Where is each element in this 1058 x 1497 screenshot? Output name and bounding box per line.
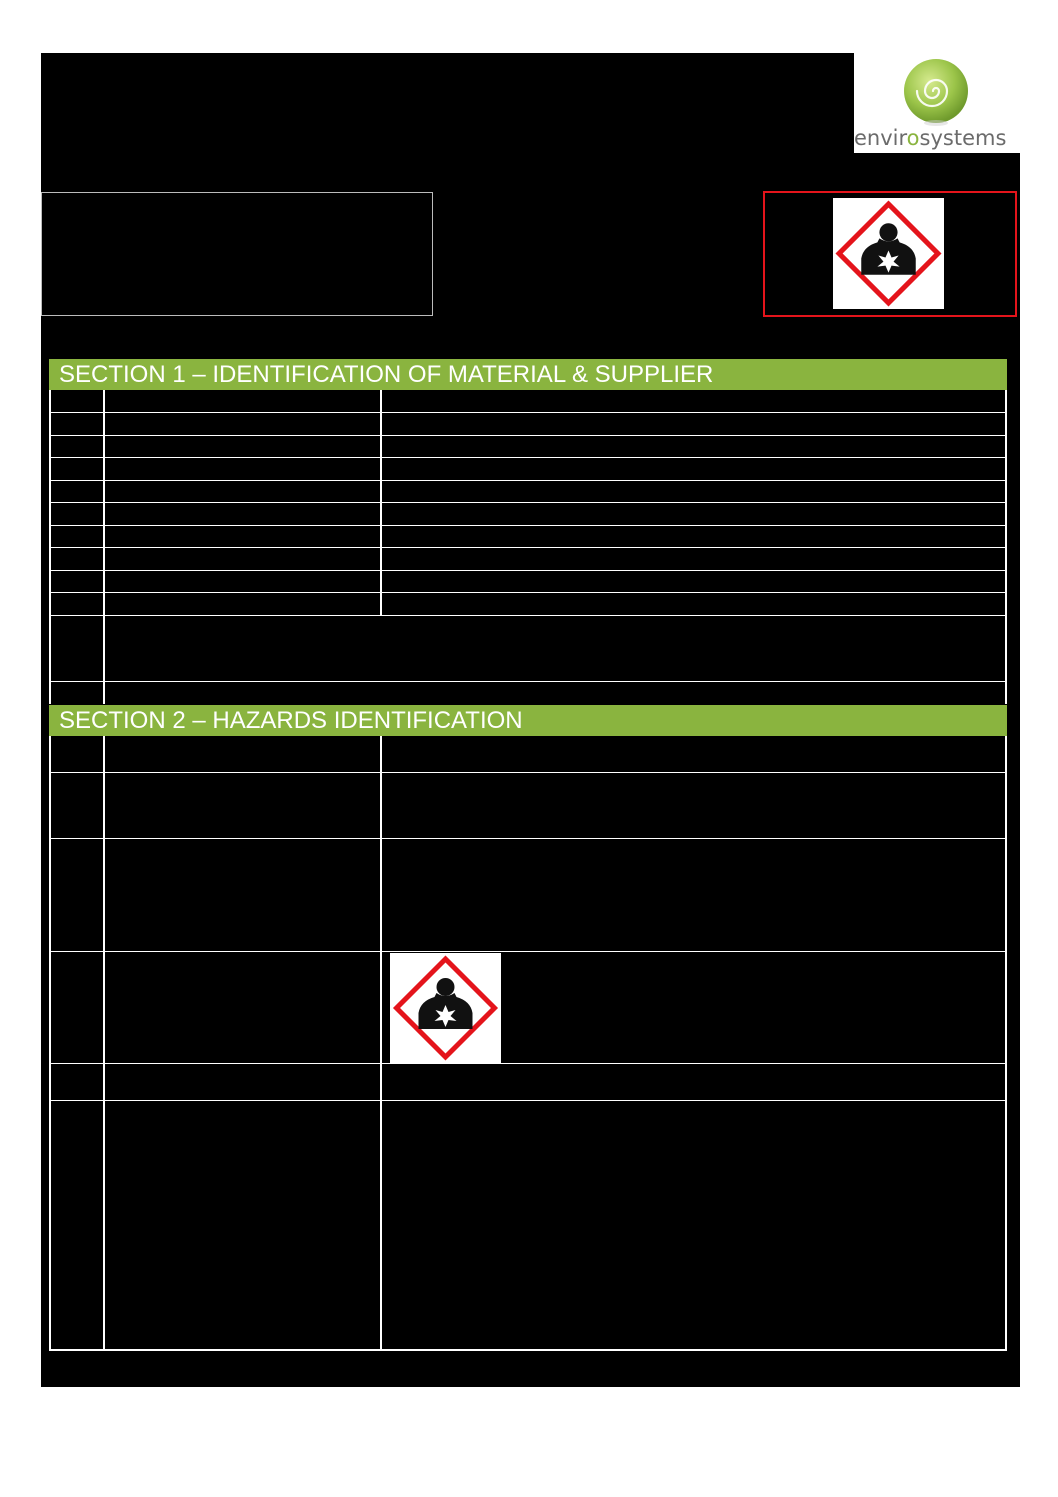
product-info-box bbox=[41, 192, 433, 316]
brand-name: envirosystems bbox=[854, 126, 1007, 150]
health-hazard-pictogram-icon bbox=[390, 953, 501, 1063]
brand-accent: o bbox=[906, 126, 920, 150]
logo bbox=[854, 53, 1020, 153]
section-1-header: SECTION 1 – IDENTIFICATION OF MATERIAL & SUPPLIER bbox=[49, 359, 1007, 390]
hazard-pictogram-frame bbox=[763, 191, 1017, 317]
health-hazard-icon bbox=[833, 198, 944, 309]
section-2-header: SECTION 2 – HAZARDS IDENTIFICATION bbox=[49, 705, 1007, 736]
snail-logo-icon bbox=[900, 57, 970, 127]
